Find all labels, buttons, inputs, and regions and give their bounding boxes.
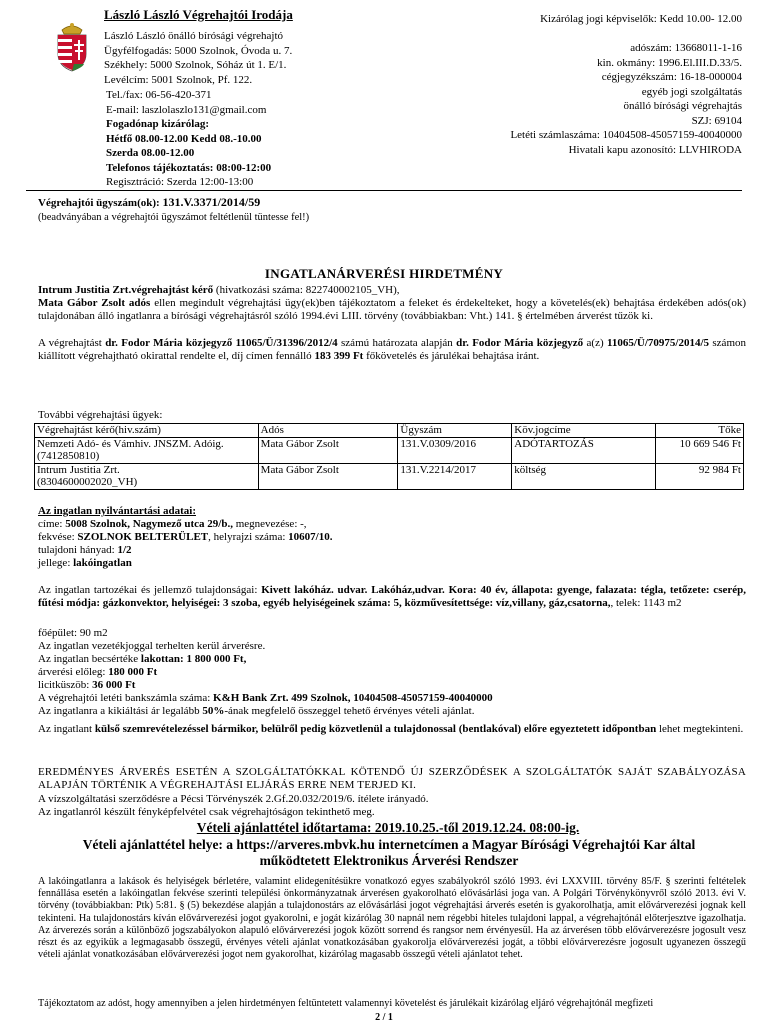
header-divider	[26, 190, 742, 191]
case-number-line	[38, 196, 746, 210]
table-header-cell: Adós	[258, 424, 398, 438]
further-cases-table	[34, 423, 744, 490]
case-number: 131.V.3371/2014/59	[162, 195, 261, 209]
office-address-block	[104, 29, 404, 87]
property-location: SZOLNOK BELTERÜLET	[77, 531, 209, 543]
office-contact-block	[106, 88, 426, 190]
bank-account: K&H Bank Zrt. 499 Szolnok, 10404508-45057159-40040000	[213, 692, 493, 704]
features-intro: Az ingatlan tartozékai és jellemző tulajdonságai:	[38, 584, 262, 596]
property-heading: Az ingatlan nyilvántartási adatai:	[38, 505, 196, 517]
minimum-price-percent: 50%	[202, 705, 225, 717]
ownership-share: 1/2	[117, 544, 132, 556]
reception-title: Fogadónap kizárólag:	[106, 118, 209, 130]
notice-paragraph-2	[38, 337, 746, 363]
text-run: lehet megtekinteni.	[656, 723, 744, 735]
creditor-name: Intrum Justitia Zrt.végrehajtást kérő	[38, 284, 214, 296]
reception-hours-1: Hétfő 08.00-12.00 Kedd 08.-10.00	[106, 132, 262, 145]
reception-hours-2: Szerda 08.00-12.00	[106, 147, 195, 159]
notice-body-1: ellen megindult végrehajtási ügy(ek)ben tájékoztatom a feleket és érdekelteket, hogy a követelés(ek) behajtása érdekében adós(ok) tulajdonában álló ingatlanra a bírósági végrehajtásról szóló 1994.évi LIII. törvény (továbbiakban: Vht.) 141. § értelmében árverést tűzök ki.	[38, 297, 746, 322]
table-cell: 131.V.2214/2017	[398, 463, 512, 489]
further-cases-label: További végrehajtási ügyek:	[38, 409, 163, 421]
phone-info: Telefonos tájékoztatás: 08:00-12:00	[106, 161, 272, 174]
notary-decision: dr. Fodor Mária közjegyző 11065/Ü/31396/2012/4	[105, 337, 338, 349]
water-contract-note: A vízszolgáltatási szerződésre a Pécsi Törvényszék 2.Gf.20.032/2019/6. ítélete irányadó.	[38, 793, 429, 805]
further-cases-table-wrap	[34, 423, 744, 490]
table-header-cell: Köv.jogcíme	[512, 424, 656, 438]
registration-info: Regisztráció: Szerda 12:00-13:00	[106, 176, 254, 188]
phone-line: Tel./fax: 06-56-420-371	[106, 89, 212, 101]
ownership-share-label: tulajdoni hányad:	[38, 544, 118, 556]
table-cell: ADÓTARTOZÁS	[512, 437, 656, 463]
inspection-terms: külső szemrevételezéssel bármikor, belülről pedig közvetlenül a tulajdonossal (bentlakóval) előre egyeztetett időpontban	[94, 723, 657, 735]
address-line: Levélcím: 5001 Szolnok, Pf. 122.	[104, 73, 253, 86]
case-number-note: (beadványában a végrehajtói ügyszámot feltétlenül tüntesse fel!)	[38, 212, 310, 223]
table-cell: Intrum Justitia Zrt. (8304600002020_VH)	[35, 463, 259, 489]
property-type-label: jellege:	[38, 557, 74, 569]
notice-title: INGATLANÁRVERÉSI HIRDETMÉNY	[264, 266, 504, 281]
notice-paragraph-1	[38, 284, 746, 323]
office-title: László László Végrehajtói Irodája	[104, 7, 293, 22]
service-type: egyéb jogi szolgáltatás	[641, 85, 742, 98]
property-features	[38, 584, 746, 610]
table-header-cell: Ügyszám	[398, 424, 512, 438]
text-run: a(z)	[583, 337, 607, 349]
text-run: A végrehajtást	[38, 337, 106, 349]
company-registry: cégjegyzékszám: 16-18-000004	[601, 71, 742, 83]
table-cell: 92 984 Ft	[656, 463, 744, 489]
location-label: fekvése:	[38, 531, 78, 543]
szj-code: SZJ: 69104	[691, 114, 742, 127]
auction-deposit: 180 000 Ft	[108, 666, 158, 678]
main-building-size: főépület: 90 m2	[38, 627, 108, 639]
lawyer-hours: Kizárólag jogi képviselők: Kedd 10.00- 12.00	[540, 13, 742, 25]
bid-increment-label: licitküszöb:	[38, 679, 93, 691]
case-number-label: Végrehajtói ügyszám(ok):	[38, 197, 160, 209]
table-header-row	[35, 424, 744, 438]
property-type: lakóingatlan	[73, 557, 132, 569]
services-notice: EREDMÉNYES ÁRVERÉS ESETÉN A SZOLGÁLTATÓKKAL KÖTENDŐ ÚJ SZERZŐDÉSEK A SZOLGÁLTATÓK SAJÁT SZABÁLYOZÁSA ALAPJÁN TÖRTÉNIK A VÉGREHAJTÁSI ELJÁRÁS ERRE NEM TERJED KI.	[38, 766, 746, 791]
office-registry-block	[412, 12, 742, 157]
page-number: 2 / 1	[375, 1012, 393, 1023]
property-designation: megnevezése: -,	[232, 518, 307, 530]
table-cell: Mata Gábor Zsolt	[258, 437, 398, 463]
property-burden: Az ingatlan vezetékjoggal terhelten kerül árverésre.	[38, 640, 266, 652]
property-values	[38, 627, 746, 718]
service-type-2: önálló bírósági végrehajtás	[623, 100, 742, 112]
features-details: Kivett lakóház. udvar. Lakóház,udvar. Kora: 40 év, állapota: gyenge, falazata: tégla, tetőzete: cserép, fűtési módja: gázkonvektor, helyiségei: 3 szoba, egyéb helyiségeinek száma: 5, közművesítettsége: víz,villany, gáz,csatorna,	[38, 584, 746, 609]
text-run: számon kiállított végrehajtható okirattal rendelte el, díj címen fennálló	[38, 337, 746, 362]
table-header-cell: Végrehajtást kérő(hiv.szám)	[35, 424, 259, 438]
property-section	[38, 505, 746, 570]
property-address: 5008 Szolnok, Nagymező utca 29/b.,	[65, 518, 233, 530]
table-cell: 131.V.0309/2016	[398, 437, 512, 463]
creditor-ref: (hivatkozási száma: 822740002105_VH),	[213, 284, 400, 296]
email-line: E-mail: laszlolaszlo131@gmail.com	[106, 103, 267, 116]
photo-note: Az ingatlanról készült fényképfelvétel csak végrehajtóságon tekinthető meg.	[38, 806, 375, 818]
table-cell: Nemzeti Adó- és Vámhiv. JNSZM. Adóig. (7412850810)	[35, 437, 259, 463]
spacer	[412, 27, 742, 42]
table-row	[35, 463, 744, 489]
legal-debtor-paragraph: Tájékoztatom az adóst, hogy amennyiben a jelen hirdetményen feltüntetett valamennyi követelést és járulékait kizárólag eljáró végrehajtónál megfizeti	[38, 998, 654, 1009]
text-run: Az ingatlanra a kikiáltási ár legalább	[38, 705, 203, 717]
address-line: László László önálló bírósági végrehajtó	[104, 30, 283, 42]
bidding-period: Vételi ajánlattétel időtartama: 2019.10.25.-től 2019.12.24. 08:00-ig.	[196, 820, 580, 835]
table-cell: Mata Gábor Zsolt	[258, 463, 398, 489]
deposit-account: Letéti számlaszáma: 10404508-45057159-40040000	[510, 129, 742, 141]
bidding-place: Vételi ajánlattétel helye: a https://arveres.mbvk.hu internetcímen a Magyar Bírósági Végrehajtói Kar által működtetett Elektronikus Árverési Rendszer	[82, 837, 696, 868]
plot-size: , telek: 1143 m2	[610, 597, 682, 609]
bid-increment: 36 000 Ft	[92, 679, 136, 691]
bank-account-label: A végrehajtói letéti bankszámla száma:	[38, 692, 214, 704]
table-row	[35, 437, 744, 463]
text-run: főkövetelés és járulékai behajtása iránt.	[363, 350, 540, 362]
coat-of-arms-icon	[52, 20, 92, 72]
estimated-value-label: Az ingatlan becsértéke	[38, 653, 141, 665]
gateway-id: Hivatali kapu azonosító: LLVHIRODA	[568, 143, 742, 156]
text-run: Az ingatlant	[38, 723, 95, 735]
address-line: Székhely: 5000 Szolnok, Sóház út 1. E/1.	[104, 59, 287, 71]
claim-amount: 183 399 Ft	[314, 350, 364, 362]
lot-number: 10607/10.	[288, 531, 333, 543]
text-run: számú határozata alapján	[337, 337, 457, 349]
debtor-name: Mata Gábor Zsolt adós	[38, 297, 151, 309]
address-label: címe:	[38, 518, 66, 530]
notary-name: dr. Fodor Mária közjegyző	[456, 337, 584, 349]
text-run: -ának megfelelő összeggel tehető érvényes vételi ajánlat.	[224, 705, 475, 717]
table-cell: költség	[512, 463, 656, 489]
inspection-info	[38, 723, 746, 736]
tax-number: adószám: 13668011-1-16	[630, 42, 742, 54]
lot-number-label: , helyrajzi száma:	[208, 531, 289, 543]
address-line: Ügyfélfogadás: 5000 Szolnok, Óvoda u. 7.	[104, 44, 293, 57]
legal-preemption-paragraph: A lakóingatlanra a lakások és helyiségek bérletére, valamint elidegenítésükre vonatkozó egyes szabályokról szóló 1993. évi LXXVIII. törvény 85/F. § szerinti feltételek fennállása esetén a lakóingatlan fekvése szerinti települési önkormányzatnak árverésen gyakorolható elővásárlási joga van. A Polgári Törvénykönyvről szóló 2013. évi V. törvény (továbbiakban: Ptk) 5:81. § (5) bekezdése alapján a tulajdonostárs az elővásárlási jogot végrehajtási árverés esetén is gyakorolhatja, amit elővárverezési jognak kell tekinteni. Ha tulajdonostárs kíván elővárverezési jogot gyakorolni, e jogát kizárólag 30 napnál nem régebbi hiteles tulajdoni lappal, a végrehajtónál előterjesztve igazolhatja. Az árverezés során a különböző jogszabályokon alapuló elővárverezési jogok között sorrend és rangsor nem érvényesül. Ha az árverésen több elővárverezésre jogosult vesz részt és az egyikük a legmagasabb összegű, érvényes vételi ajánlat vonatkozásában gyakorolja elővárverezési jogát, a többi elővárverezésre jogosult ugyanezen összegű vételi ajánlat vonatkozásában elővárverezési jogot nem gyakorolhat, kizárólag magasabb összegű vételi ajánlatot tehet.	[38, 876, 746, 961]
enforcement-document-number: 11065/Ü/70975/2014/5	[606, 337, 710, 349]
table-cell: 10 669 546 Ft	[656, 437, 744, 463]
estimated-value: lakottan: 1 800 000 Ft,	[140, 653, 247, 665]
table-header-cell: Tőke	[656, 424, 744, 438]
license-number: kin. okmány: 1996.El.III.D.33/5.	[597, 56, 742, 69]
auction-deposit-label: árverési előleg:	[38, 666, 109, 678]
